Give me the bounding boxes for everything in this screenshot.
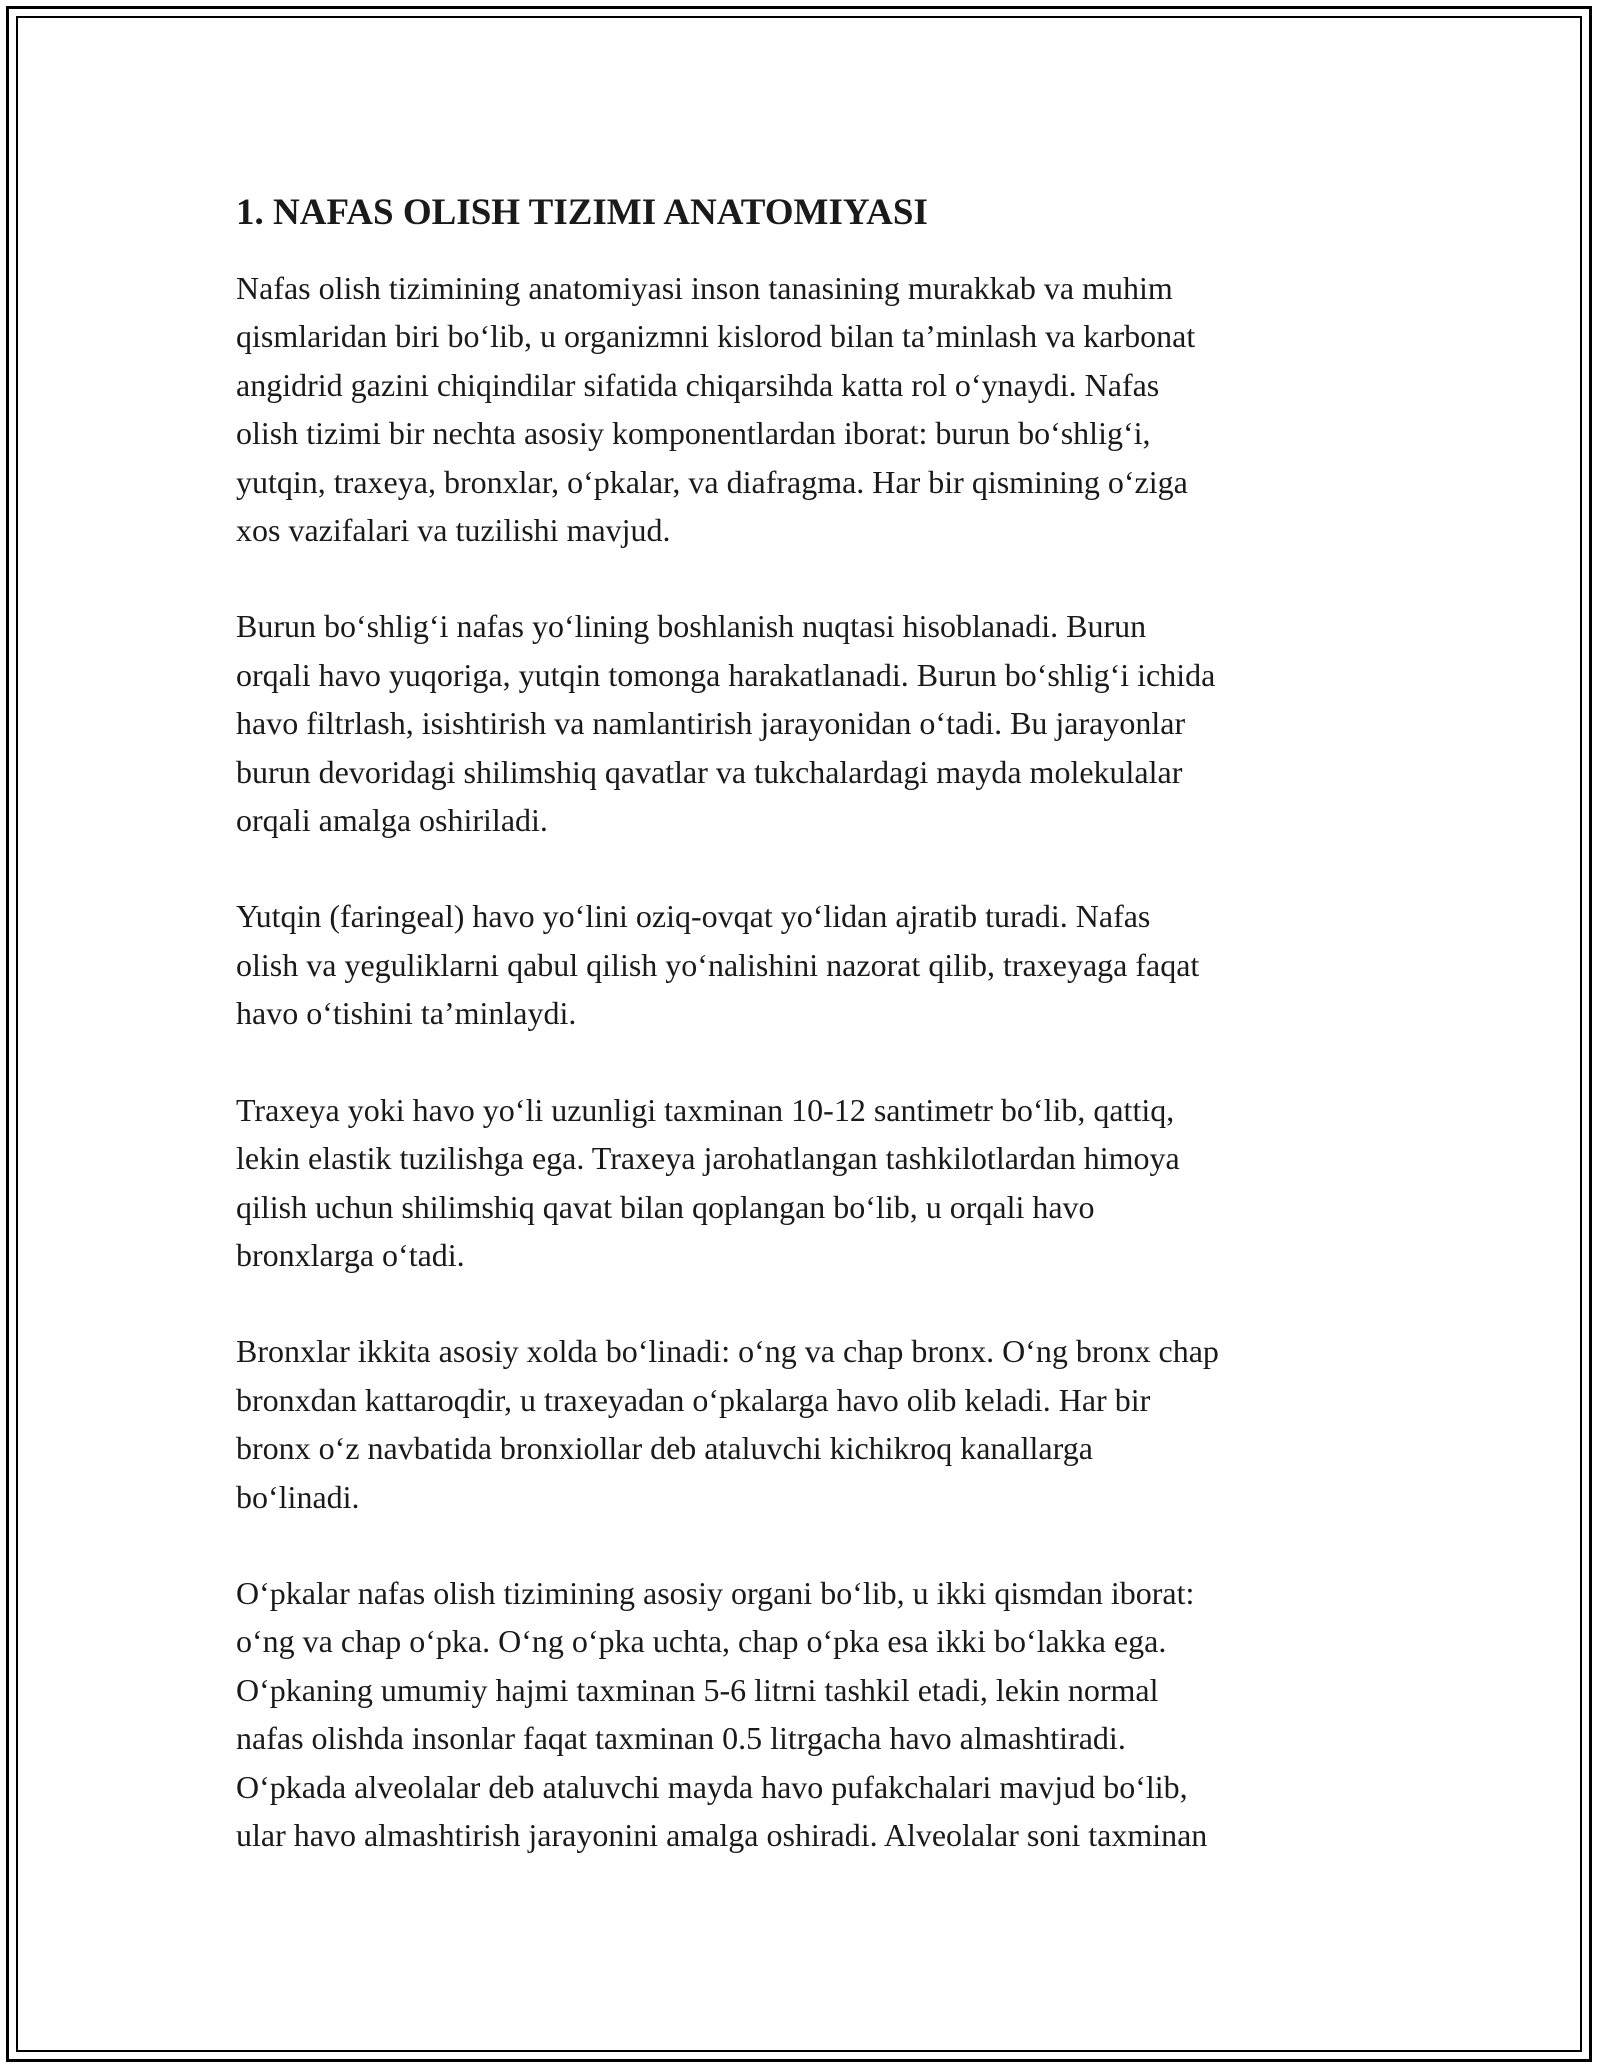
paragraph-trachea: Traxeya yoki havo yo‘li uzunligi taxminan 10-12 santimetr bo‘lib, qattiq, lekin elastik tuzilishga ega. Traxeya jarohatlangan tashkilotlardan himoya qilish uchun shilimshiq qavat bilan qoplangan bo‘lib, u orqali havo bronxlarga o‘tadi.: [236, 1091, 1180, 1273]
section-title: 1. NAFAS OLISH TIZIMI ANATOMIYASI: [236, 192, 928, 233]
paragraph-lungs: O‘pkalar nafas olish tizimining asosiy organi bo‘lib, u ikki qismdan iborat: o‘ng va chap o‘pka. O‘ng o‘pka uchta, chap o‘pka esa ikki bo‘lakka ega. O‘pkaning umumiy hajmi taxminan 5-6 litrni tashkil etadi, lekin normal nafas olishda insonlar faqat taxminan 0.5 litrgacha havo almashtiradi. O‘pkada alveolalar deb ataluvchi mayda havo pufakchalari mavjud bo‘lib, ular havo almashtirish jarayonini amalga oshiradi. Alveolalar soni taxminan: [236, 1574, 1208, 1853]
paragraph-nasal-cavity: Burun bo‘shlig‘i nafas yo‘lining boshlanish nuqtasi hisoblanadi. Burun orqali havo yuqoriga, yutqin tomonga harakatlanadi. Burun bo‘shlig‘i ichida havo filtrlash, isishtirish va namlantirish jarayonidan o‘tadi. Bu jarayonlar burun devoridagi shilimshiq qavatlar va tukchalardagi mayda molekulalar orqali amalga oshiriladi.: [236, 608, 1216, 839]
paragraph-intro: Nafas olish tizimining anatomiyasi inson tanasining murakkab va muhim qismlaridan biri bo‘lib, u organizmni kislorod bilan ta’minlash va karbonat angidrid gazini chiqindilar sifatida chiqarsihda katta rol o‘ynaydi. Nafas olish tizimi bir nechta asosiy komponentlardan iborat: burun bo‘shlig‘i, yutqin, traxeya, bronxlar, o‘pkalar, va diafragma. Har bir qismining o‘ziga xos vazifalari va tuzilishi mavjud.: [236, 270, 1196, 549]
paragraph-bronchi: Bronxlar ikkita asosiy xolda bo‘linadi: o‘ng va chap bronx. O‘ng bronx chap bronxdan kattaroqdir, u traxeyadan o‘pkalarga havo olib keladi. Har bir bronx o‘z navbatida bronxiollar deb ataluvchi kichikroq kanallarga bo‘linadi.: [236, 1333, 1219, 1515]
document-body: [236, 186, 1386, 1907]
paragraph-pharynx: Yutqin (faringeal) havo yo‘lini oziq-ovqat yo‘lidan ajratib turadi. Nafas olish va yeguliklarni qabul qilish yo‘nalishini nazorat qilib, traxeyaga faqat havo o‘tishini ta’minlaydi.: [236, 898, 1200, 1032]
